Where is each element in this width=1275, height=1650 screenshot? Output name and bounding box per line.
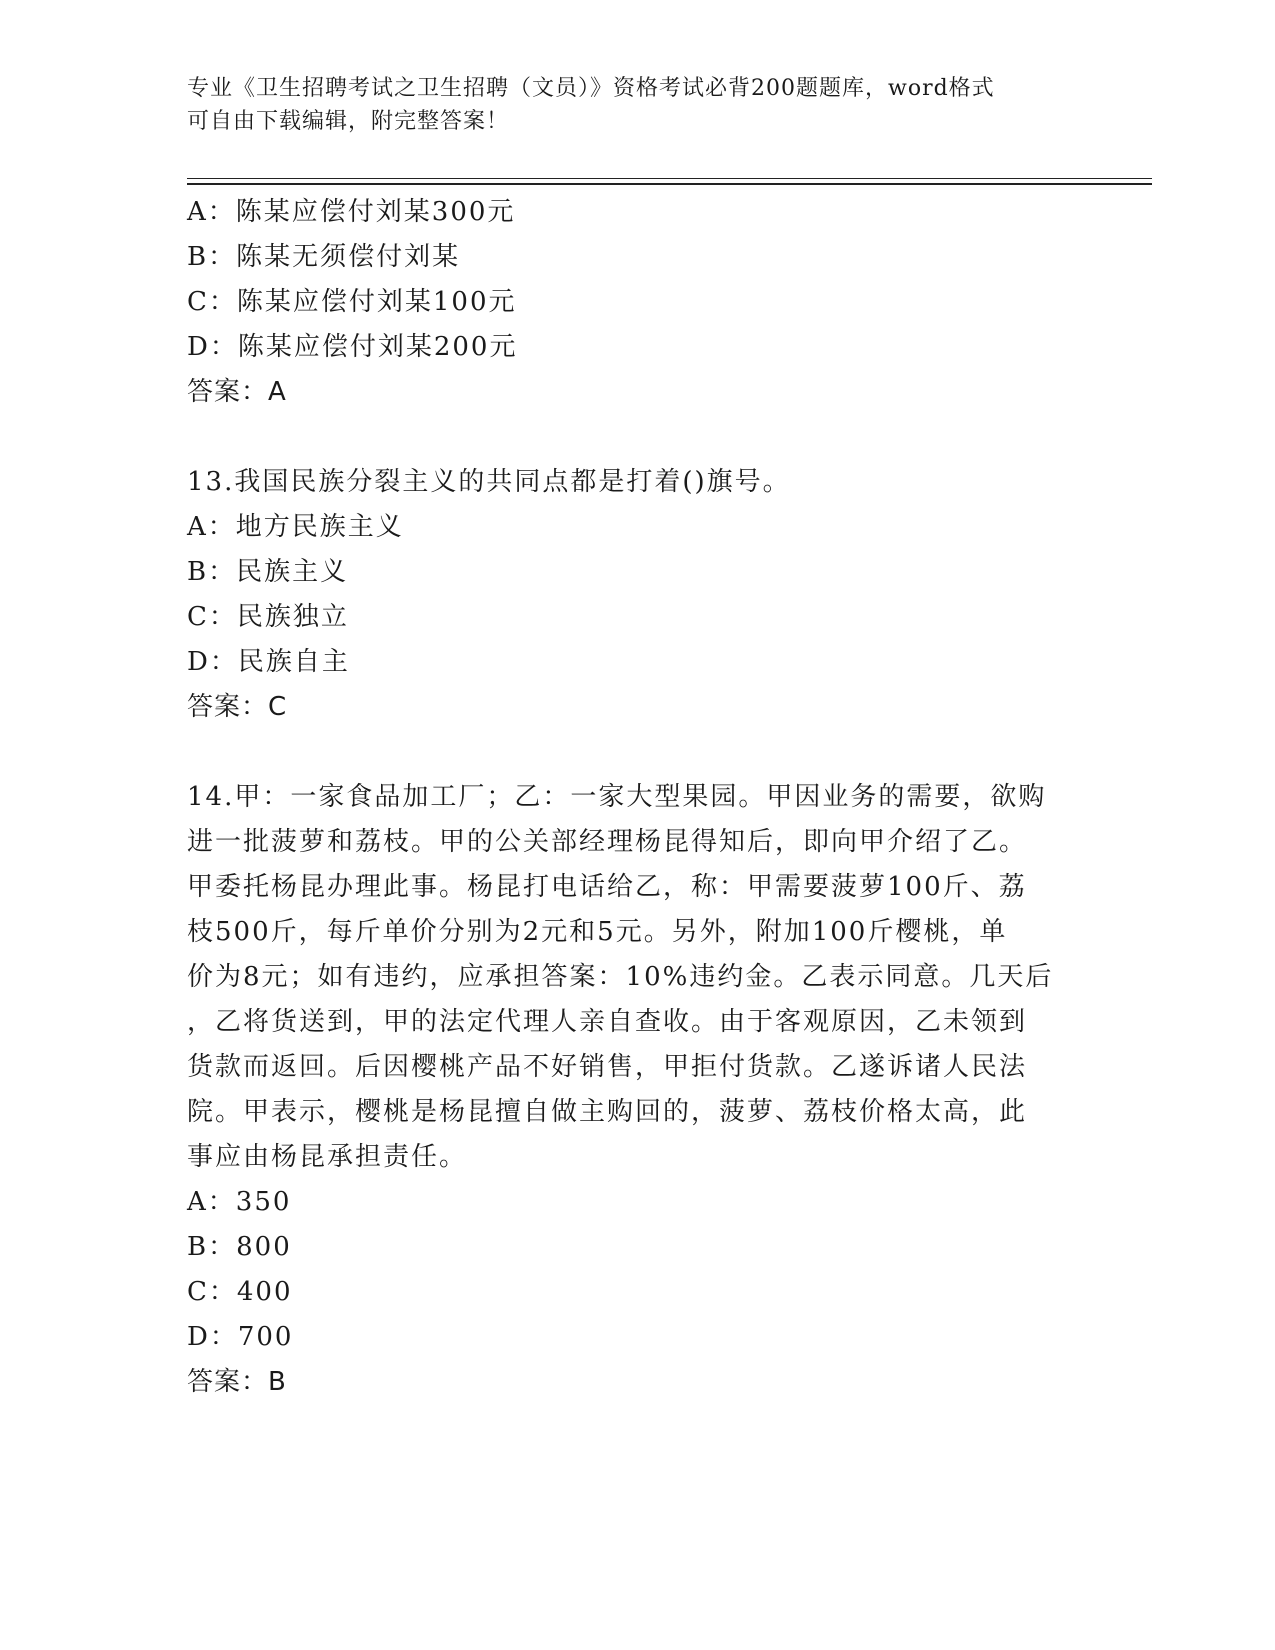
- header-line-2: 可自由下载编辑，附完整答案！: [187, 109, 510, 134]
- stem-line: 事应由杨昆承担责任。: [187, 1142, 468, 1172]
- stem-line: 14.甲：一家食品加工厂；乙：一家大型果园。甲因业务的需要，欲购: [187, 782, 1047, 812]
- stem-line: 甲委托杨昆办理此事。杨昆打电话给乙，称：甲需要菠萝100斤、荔: [187, 872, 1027, 902]
- spacer: [187, 415, 1087, 460]
- option-a: A：地方民族主义: [187, 512, 404, 542]
- option-c: C：民族独立: [187, 602, 349, 632]
- header-divider-thin: [187, 178, 1152, 179]
- option-b: B：800: [187, 1232, 292, 1262]
- question-12-options: [187, 190, 1087, 415]
- question-content: [187, 190, 1087, 1405]
- option-a: A：陈某应偿付刘某300元: [187, 197, 516, 227]
- answer: 答案：C: [187, 692, 288, 722]
- header-divider-thick: [187, 183, 1152, 185]
- question-stem: 13.我国民族分裂主义的共同点都是打着()旗号。: [187, 467, 791, 497]
- option-c: C：陈某应偿付刘某100元: [187, 287, 517, 317]
- stem-line: 院。甲表示，樱桃是杨昆擅自做主购回的，菠萝、荔枝价格太高，此: [187, 1097, 1028, 1127]
- question-14: [187, 775, 1087, 1405]
- stem-line: ，乙将货送到，甲的法定代理人亲自查收。由于客观原因，乙未领到: [187, 1007, 1028, 1037]
- option-b: B：民族主义: [187, 557, 349, 587]
- stem-line: 进一批菠萝和荔枝。甲的公关部经理杨昆得知后，即向甲介绍了乙。: [187, 827, 1028, 857]
- option-a: A：350: [187, 1187, 292, 1217]
- stem-line: 枝500斤，每斤单价分别为2元和5元。另外，附加100斤樱桃，单: [187, 917, 1008, 947]
- answer: 答案：A: [187, 377, 287, 407]
- answer: 答案：B: [187, 1367, 287, 1397]
- spacer: [187, 730, 1087, 775]
- option-d: D：700: [187, 1322, 294, 1352]
- stem-line: 货款而返回。后因樱桃产品不好销售，甲拒付货款。乙遂诉诸人民法: [187, 1052, 1028, 1082]
- question-stem: [187, 775, 1087, 1180]
- option-b: B：陈某无须偿付刘某: [187, 242, 461, 272]
- stem-line: 价为8元；如有违约，应承担答案：10%违约金。乙表示同意。几天后: [187, 962, 1054, 992]
- header-line-1: 专业《卫生招聘考试之卫生招聘（文员）》资格考试必背200题题库，word格式: [187, 76, 995, 101]
- question-13: [187, 460, 1087, 730]
- option-c: C：400: [187, 1277, 293, 1307]
- option-d: D：陈某应偿付刘某200元: [187, 332, 518, 362]
- option-d: D：民族自主: [187, 647, 350, 677]
- page-header: [187, 72, 1087, 138]
